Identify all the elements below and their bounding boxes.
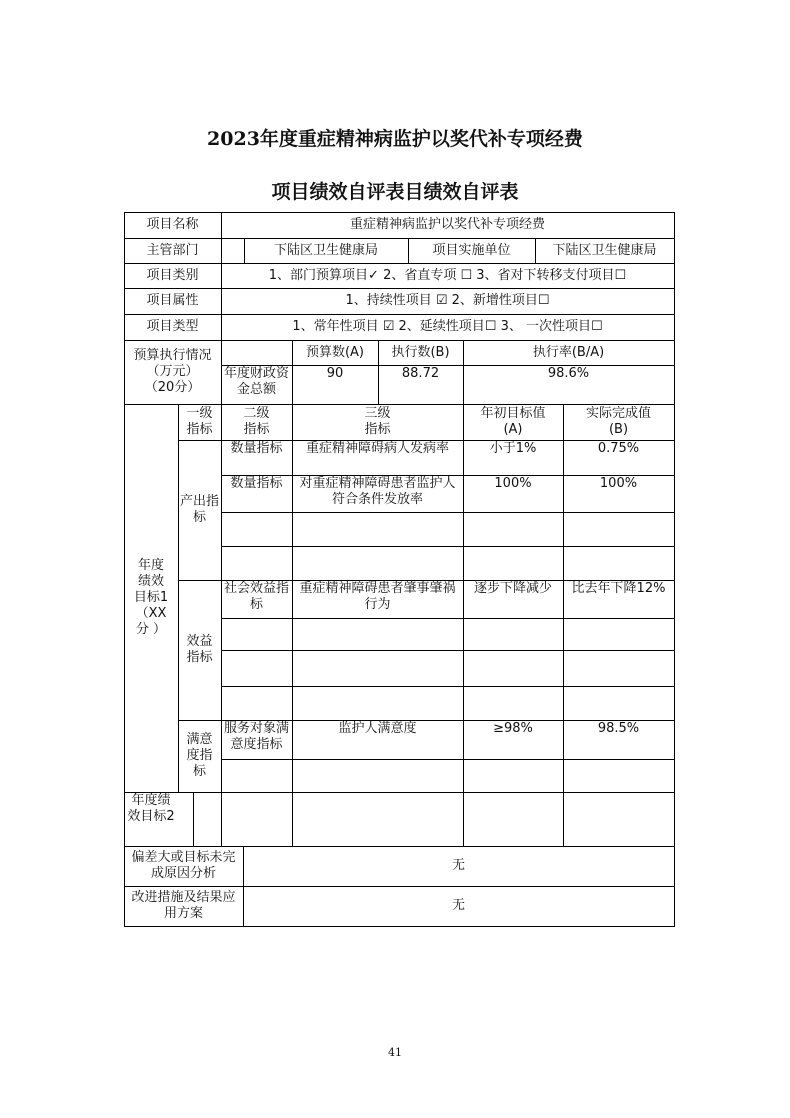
- improve-label: 改进措施及结果应 用方案: [131, 890, 236, 921]
- table-row-actual: 98.5%: [597, 721, 640, 736]
- table-row-actual: 比去年下降12%: [571, 581, 666, 596]
- improve-value: 无: [451, 898, 465, 913]
- header-actual: 实际完成值 (B): [585, 406, 651, 437]
- impl-value: 下陆区卫生健康局: [552, 242, 657, 258]
- header-level3: 三级 指标: [364, 406, 391, 437]
- project-name-label: 项目名称: [146, 217, 199, 232]
- header-level1: 一级 指标: [186, 406, 213, 437]
- header-target: 年初目标值 (A): [480, 406, 546, 437]
- budget-header-b: 执行数(B): [391, 344, 450, 360]
- type-value: 1、常年性项目 ☑ 2、延续性项目☐ 3、 一次性项目☐: [292, 319, 603, 334]
- dept-value: 下陆区卫生健康局: [273, 242, 378, 258]
- table-rule: [221, 512, 675, 513]
- fund-b: 88.72: [401, 366, 440, 381]
- goal2-label: 年度绩 效目标2: [127, 793, 175, 824]
- table-row-actual: 100%: [599, 476, 638, 491]
- table-row-level3: 重症精神障碍患者肇事肇祸 行为: [299, 581, 456, 612]
- type-label: 项目类型: [146, 319, 199, 334]
- budget-header-a: 预算数(A): [305, 344, 365, 360]
- table-row-level2: 数量指标: [230, 476, 283, 491]
- table-row-level3: 重症精神障碍病人发病率: [305, 441, 449, 456]
- budget-label: 预算执行情况 （万元） （20分）: [133, 348, 212, 395]
- table-row-level2: 社会效益指 标: [223, 581, 289, 612]
- table-rule: [193, 792, 194, 847]
- table-rule: [124, 926, 675, 927]
- satisfaction-indicator-label: 满意 度指 标: [186, 732, 213, 779]
- deviation-label: 偏差大或目标未完 成原因分析: [131, 850, 236, 881]
- table-rule: [221, 546, 675, 547]
- table-row-level2: 服务对象满 意度指标: [223, 721, 289, 752]
- table-rule: [221, 618, 675, 619]
- table-row-target: ≥98%: [493, 721, 533, 736]
- impl-label: 项目实施单位: [432, 242, 511, 258]
- project-name-value: 重症精神病监护以奖代补专项经费: [349, 217, 545, 232]
- table-row-level2: 数量指标: [230, 441, 283, 456]
- fund-a: 90: [326, 366, 344, 381]
- table-rule: [221, 686, 675, 687]
- dept-label: 主管部门: [146, 242, 199, 258]
- table-rule: [674, 212, 675, 927]
- fund-rate: 98.6%: [547, 366, 590, 381]
- deviation-value: 无: [451, 858, 465, 873]
- table-row-target: 100%: [494, 476, 532, 491]
- table-row-target: 逐步下降减少: [473, 581, 552, 596]
- header-level2: 二级 指标: [243, 406, 270, 437]
- goal1-label: 年度 绩效 目标1 （XX 分 ）: [133, 558, 169, 637]
- budget-header-rate: 执行率(B/A): [532, 344, 605, 360]
- table-row-level3: 监护人满意度: [338, 721, 417, 736]
- table-row-level3: 对重症精神障碍患者监护人 符合条件发放率: [299, 476, 456, 507]
- fund-label: 年度财政资 金总额: [223, 366, 289, 397]
- category-value: 1、部门预算项目✓ 2、省直专项 ☐ 3、省对下转移支付项目☐: [268, 267, 627, 283]
- table-row-target: 小于1%: [489, 441, 537, 456]
- benefit-indicator-label: 效益 指标: [186, 634, 213, 665]
- document-title-line2: 项目绩效自评表目绩效自评表: [271, 181, 519, 203]
- category-label: 项目类别: [146, 267, 199, 283]
- table-rule: [221, 650, 675, 651]
- page-number: 41: [388, 1046, 402, 1059]
- table-rule: [124, 792, 675, 793]
- attribute-value: 1、持续性项目 ☑ 2、新增性项目☐: [345, 293, 550, 308]
- table-rule: [221, 759, 675, 760]
- attribute-label: 项目属性: [146, 293, 199, 308]
- output-indicator-label: 产出指 标: [180, 494, 220, 525]
- table-row-actual: 0.75%: [597, 441, 640, 456]
- document-title-line1: 2023年度重症精神病监护以奖代补专项经费: [207, 128, 583, 150]
